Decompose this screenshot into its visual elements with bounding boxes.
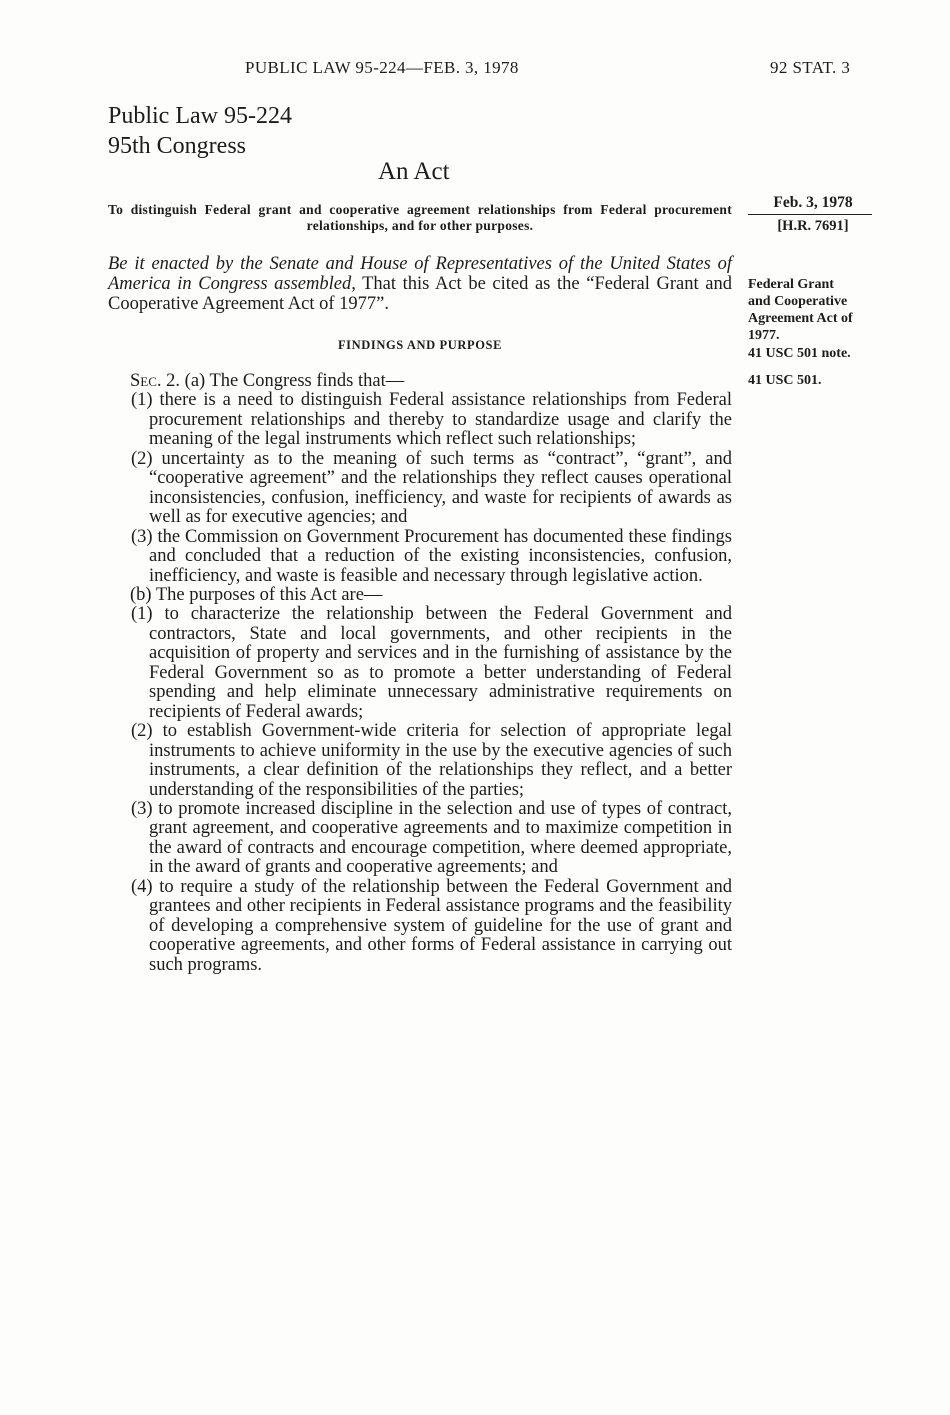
finding-1: (1) there is a need to distinguish Federal assistance relationships from Federal procurement relationships and thereby to standardize usage and clarify the meaning of the legal instruments which reflect such relationships; [131,390,732,450]
enacting-clause [108,255,732,314]
section-label: Sec. [130,371,162,391]
margin-note-usc-note: 41 USC 501 note. [748,346,851,361]
margin-divider [748,214,872,215]
finding-2: (2) uncertainty as to the meaning of such terms as “contract”, “grant”, and “cooperative agreement” and the relationships they reflect causes operational inconsistencies, confusion, inefficiency, and waste for recipients of awards as well as for executive agencies; and [131,448,732,528]
section-2-intro [108,372,732,391]
act-purpose: To distinguish Federal grant and cooperative agreement relationships from Federal procurement relationships, and for other purposes. [108,202,732,233]
margin-note-short-title-1: Federal Grant [748,277,834,292]
margin-note-short-title-4: 1977. [748,328,780,343]
enacting-clause-citation: That this Act be cited as the “Federal Grant and Cooperative Agreement Act of 1977”. [108,273,732,314]
section-2-body [108,372,732,975]
margin-bill-number: [H.R. 7691] [777,218,849,234]
purpose-4: (4) to require a study of the relationship between the Federal Government and grantees and other recipients in Federal assistance programs and the feasibility of developing a comprehensive system of guideline for the use of grant and cooperative agreements, and other forms of Federal assistance in carrying out such programs. [131,876,732,975]
margin-note-usc: 41 USC 501. [748,373,822,388]
statute-reference: 92 STAT. 3 [770,58,851,77]
purpose-3: (3) to promote increased discipline in the selection and use of types of contract, grant agreement, and cooperative agreements and to maximize competition in the award of contracts and encourage competition, where deemed appropriate, in the award of grants and cooperative agreements; and [131,798,732,878]
purpose-1: (1) to characterize the relationship between the Federal Government and contractors, State and local governments, and other recipients in the acquisition of property and services and in the furnishing of assistance by the Federal Government so as to promote a better understanding of Federal spending and help eliminate unnecessary administrative requirements on recipients of Federal awards; [131,604,732,722]
purposes-intro: (b) The purposes of this Act are— [130,584,383,605]
congress-label: 95th Congress [108,133,246,159]
act-title: An Act [378,158,450,185]
enacting-clause-italic: Be it enacted by the Senate and House of Representatives of the United States of America in Congress assembled, [108,254,732,294]
margin-note-short-title-3: Agreement Act of [748,311,853,326]
section-heading: FINDINGS AND PURPOSE [337,338,503,352]
finding-3: (3) the Commission on Government Procurement has documented these findings and concluded that a reduction of the existing inconsistencies, confusion, inefficiency, and waste is feasible and necessary through legislative action. [131,526,732,586]
margin-date: Feb. 3, 1978 [773,194,853,211]
section-2-intro-text: 2. (a) The Congress finds that— [161,371,405,391]
purpose-2: (2) to establish Government-wide criteria for selection of appropriate legal instruments to achieve uniformity in the use by the executive agencies of such instruments, a clear definition of the relationships they reflect, and a better understanding of the responsibilities of the parties; [131,721,732,800]
margin-note-short-title-2: and Cooperative [748,294,848,309]
public-law-number: Public Law 95-224 [108,103,292,129]
running-head: PUBLIC LAW 95-224—FEB. 3, 1978 [245,58,519,77]
